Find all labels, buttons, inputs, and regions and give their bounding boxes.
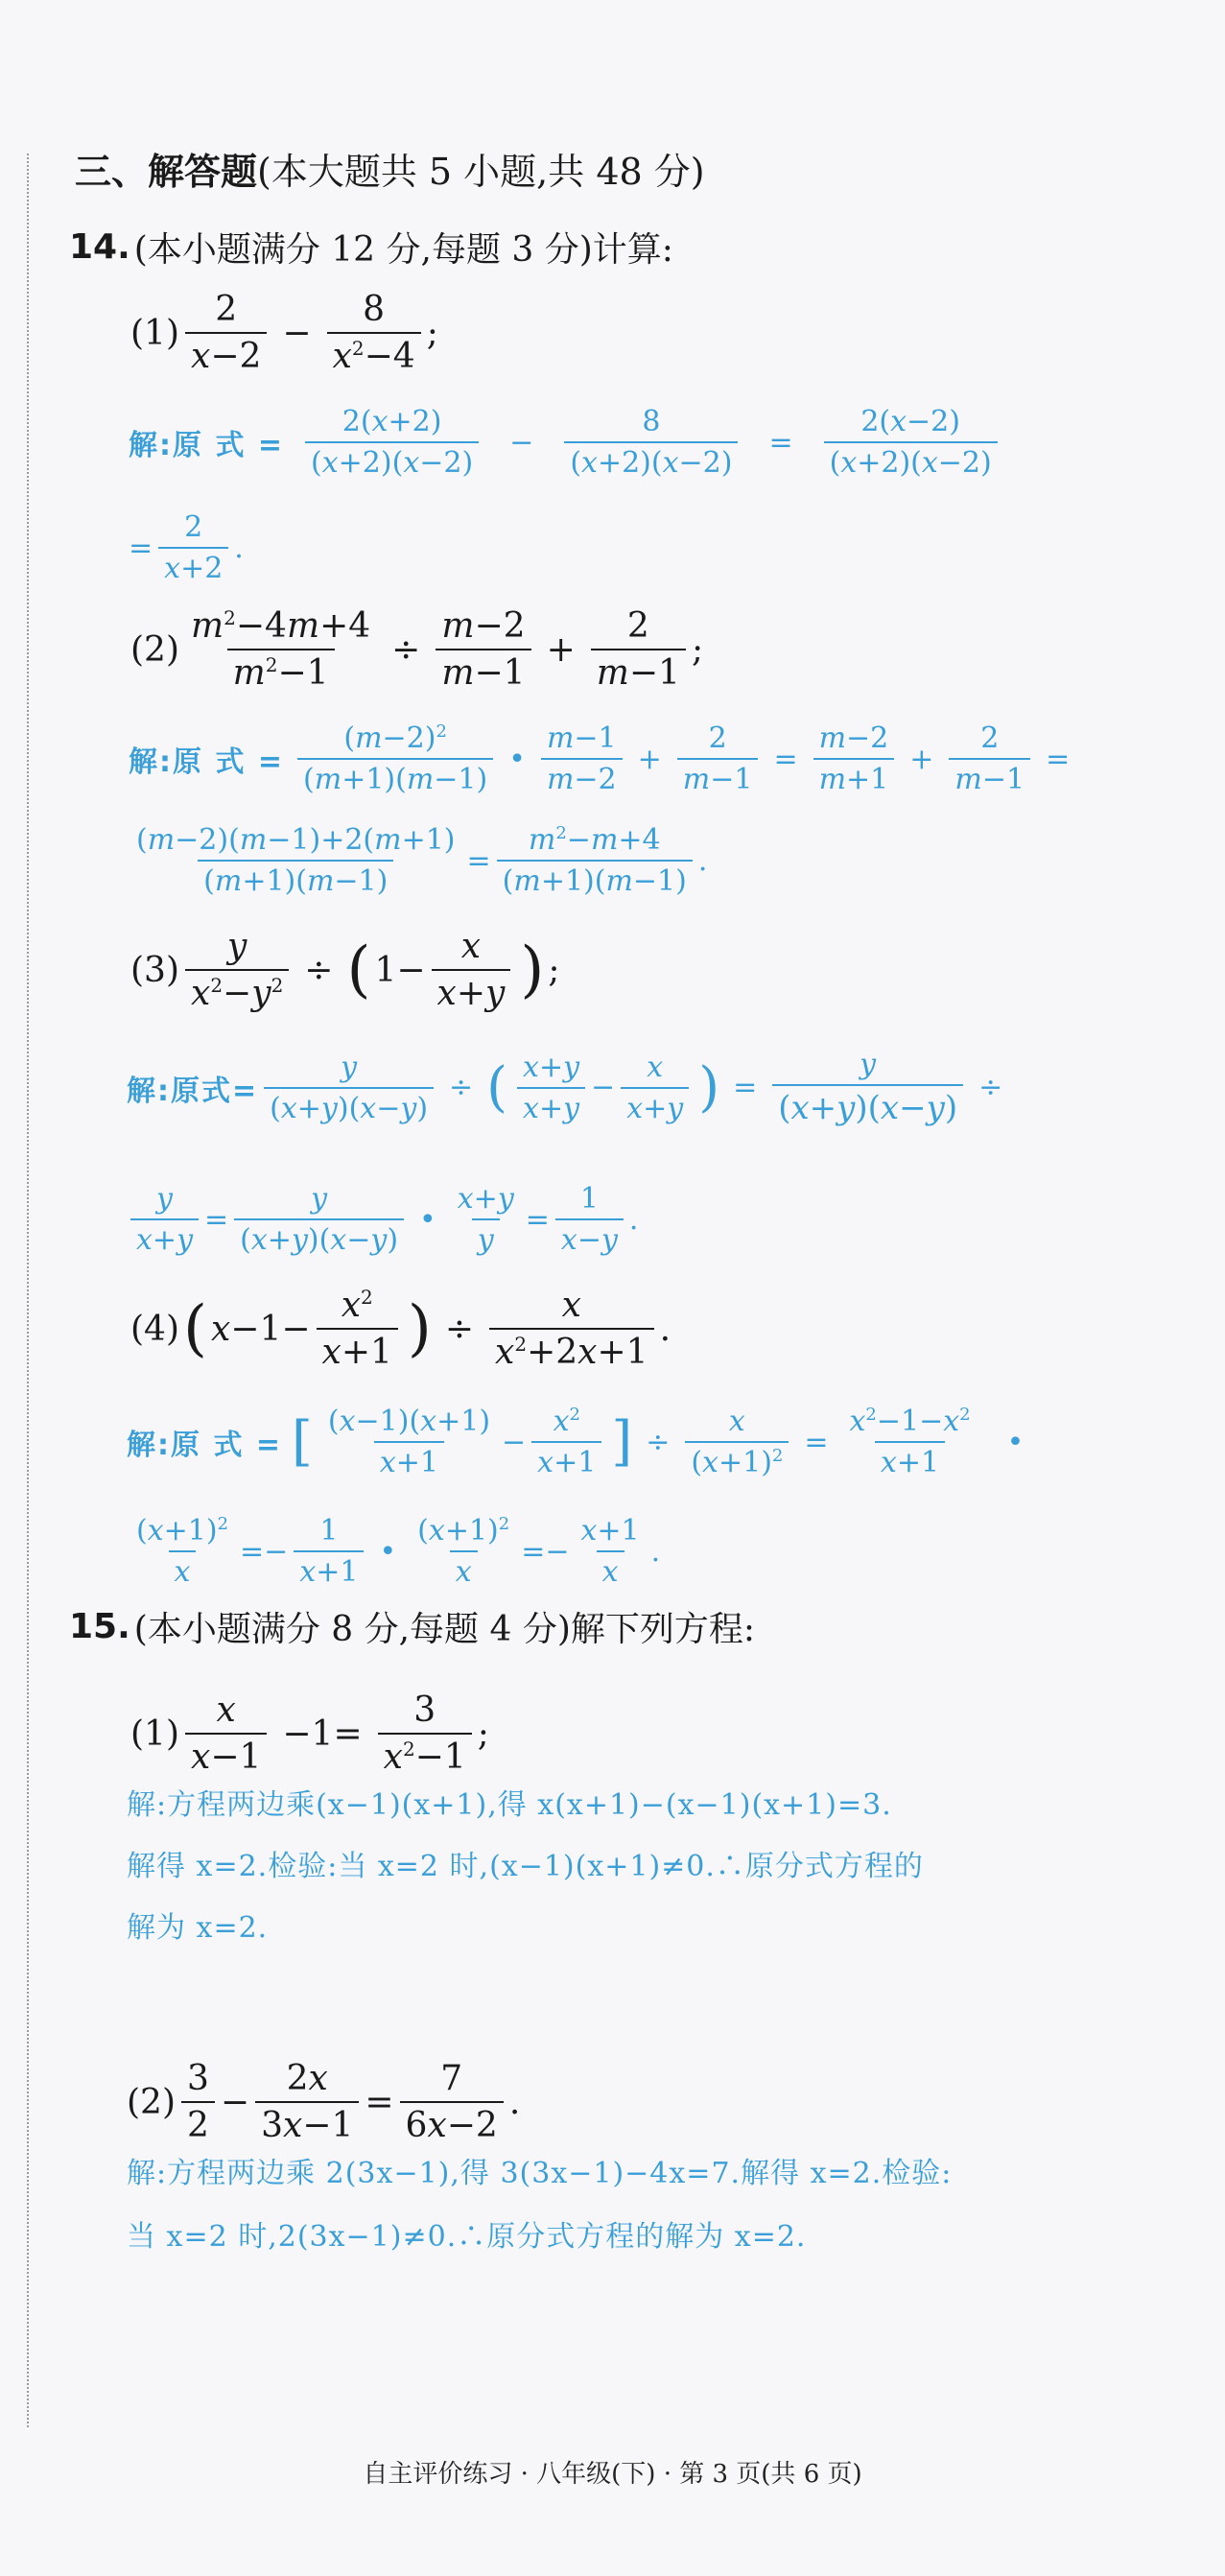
- q14-part3-result: $\frac{y}{x+y}$ = $\frac{y}{(x+y)(x-y)}$ • $\frac{x+y}{y}$ = $\frac{1}{x-y}$ .: [125, 1182, 638, 1257]
- q14-part3-answer: 解:原式= $\frac{y}{(x+y)(x-y)}$ ÷ ( $\frac{x+y}{x+y}$ − $\frac{x}{x+y}$ ) = $\frac{y}{(x+y)(x-y)}$ ÷: [127, 1048, 1003, 1127]
- section-title: 三、解答题: [75, 151, 258, 193]
- q14-part2-problem: (2) $\frac{m^2-4m+4}{m^2-1}$ ÷ $\frac{m-2}{m-1}$ + $\frac{2}{m-1}$ ;: [130, 606, 704, 693]
- question-number: 14.: [69, 227, 130, 267]
- q14-part1-result: = $\frac{2}{x+2}$ .: [129, 510, 244, 585]
- q14-part4-problem: (4) ( x−1− $\frac{x^2}{x+1}$ ) ÷ $\frac{x}{x^2+2x+1}$ .: [130, 1286, 671, 1372]
- page-footer: 自主评价练习 · 八年级(下) · 第 3 页(共 6 页): [363, 2460, 862, 2489]
- q15-part2-problem: (2) $\frac{3}{2}$ − $\frac{2x}{3x-1}$ = $\frac{7}{6x-2}$ .: [127, 2059, 521, 2145]
- question-intro: (本小题满分 12 分,每题 3 分)计算:: [133, 230, 673, 270]
- section-note: (本大题共 5 小题,共 48 分): [257, 151, 705, 193]
- q15-part1-answer-line2: 解得 x=2.检验:当 x=2 时,(x−1)(x+1)≠0.∴原分式方程的: [127, 1850, 924, 1883]
- q14-part2-answer: 解:原 式 = $\frac{(m-2)^2}{(m+1)(m-1)}$ • $\frac{m-1}{m-2}$ + $\frac{2}{m-1}$ = $\frac{m-2}{m+1}$ + $\frac{2}{m-1}$ =: [129, 721, 1071, 796]
- q14-part1-answer: 解:原 式 = $\frac{2(x+2)}{(x+2)(x-2)}$ − $\frac{8}{(x+2)(x-2)}$ = $\frac{2(x-2)}{(x+2)(x-2)}$: [129, 405, 1003, 480]
- section-heading: [75, 142, 705, 195]
- q14-part4-answer: 解:原 式 = [ $\frac{(x-1)(x+1)}{x+1}$ − $\frac{x^2}{x+1}$ ] ÷ $\frac{x}{(x+1)^2}$ = $\frac{x^2-1-x^2}{x+1}$ •: [127, 1405, 1025, 1479]
- q14-part2-result: $\frac{(m-2)(m-1)+2(m+1)}{(m+1)(m-1)}$ = $\frac{m^2-m+4}{(m+1)(m-1)}$ .: [136, 823, 708, 898]
- binding-margin-line: [27, 154, 29, 2427]
- q15-part1-answer-line1: 解:方程两边乘(x−1)(x+1),得 x(x+1)−(x−1)(x+1)=3.: [127, 1788, 892, 1822]
- q14-part1-problem: (1) $\frac{2}{x-2}$ − $\frac{8}{x^2-4}$ ;: [130, 290, 438, 376]
- q14-part3-problem: (3) $\frac{y}{x^2-y^2}$ ÷ ( 1− $\frac{x}{x+y}$ ) ;: [130, 927, 560, 1013]
- question-15-heading: [69, 1602, 755, 1651]
- question-14-heading: [69, 223, 673, 272]
- q15-part2-answer-line2: 当 x=2 时,2(3x−1)≠0.∴原分式方程的解为 x=2.: [127, 2220, 807, 2254]
- q15-part1-answer-line3: 解为 x=2.: [127, 1911, 269, 1945]
- question-number: 15.: [69, 1607, 130, 1646]
- q15-part1-problem: (1) $\frac{x}{x-1}$ −1= $\frac{3}{x^2-1}$ ;: [130, 1690, 489, 1777]
- question-intro: (本小题满分 8 分,每题 4 分)解下列方程:: [133, 1610, 756, 1649]
- q15-part2-answer-line1: 解:方程两边乘 2(3x−1),得 3(3x−1)−4x=7.解得 x=2.检验:: [127, 2157, 953, 2190]
- q14-part4-result: $\frac{(x+1)^2}{x}$ =− $\frac{1}{x+1}$ • $\frac{(x+1)^2}{x}$ =− $\frac{x+1}{x}$ .: [136, 1514, 661, 1589]
